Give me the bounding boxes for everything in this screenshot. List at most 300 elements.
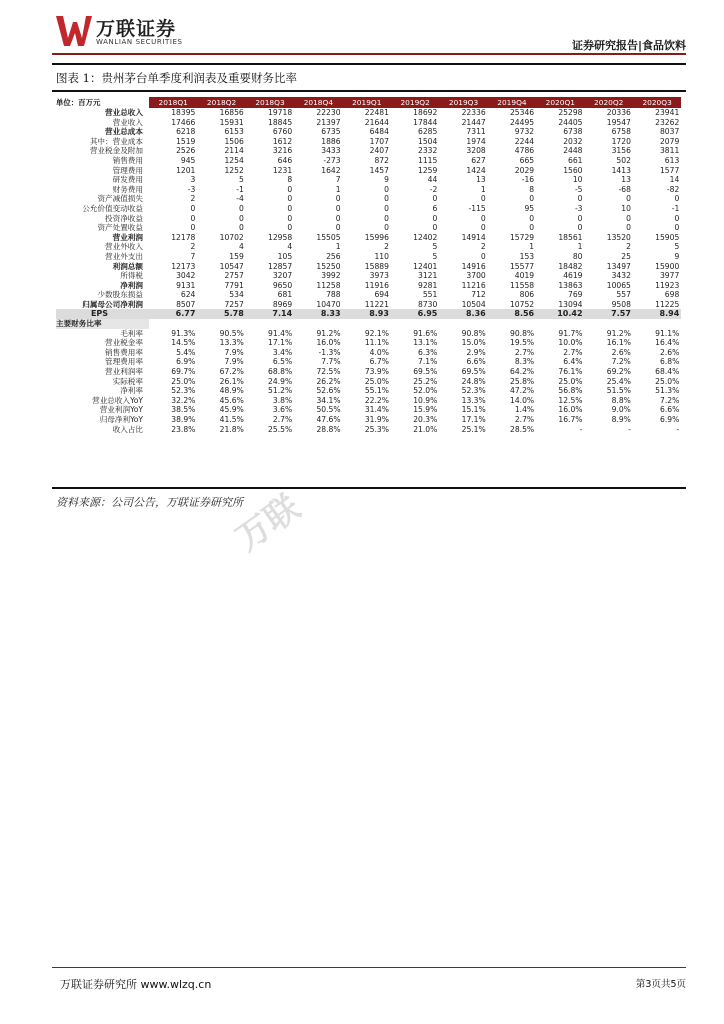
table-cell: 21.8% [219,424,244,434]
table-cell: 38.5% [171,405,196,415]
period-header: 2019Q2 [391,97,439,108]
table-cell: 91.4% [268,328,293,338]
table-cell: 1612 [272,136,293,146]
table-cell: 0 [480,251,486,261]
table-cell: 47.6% [316,415,341,424]
table-cell: 80 [572,251,583,261]
table-cell: 1577 [659,165,680,175]
table-cell: 21447 [461,117,486,127]
table-cell: 3811 [659,146,680,156]
table-row [56,214,681,224]
table-cell: 6760 [272,127,293,137]
row-label: 投资净收益 [105,213,143,223]
table-row [56,204,681,214]
table-cell: 18692 [413,108,438,117]
table-cell: 1886 [321,136,341,146]
table-cell: 25.5% [268,424,293,434]
table-cell: 1642 [321,165,341,175]
period-header: 2019Q4 [488,97,536,108]
table-cell: 15505 [316,232,341,242]
table-cell: 6.5% [272,357,293,367]
table-cell: 5 [238,175,244,185]
table-cell: 712 [471,290,486,300]
table-cell: 9.0% [611,405,631,415]
table-cell: 0 [335,203,341,213]
table-cell: 13520 [606,232,631,242]
table-cell: 5 [432,242,438,252]
table-cell: 6.95 [391,309,439,319]
table-cell: 1519 [176,136,196,146]
table-cell: 52.3% [171,386,196,396]
table-cell: 16.4% [655,338,680,348]
table-cell: 25 [621,251,631,261]
table-row [56,137,681,147]
row-label: 营业收入 [112,117,143,127]
table-cell: 0 [674,223,680,233]
table-row [56,252,681,262]
row-label: 营业税金及附加 [89,146,143,156]
table-cell [343,319,391,329]
table-cell: 15889 [364,261,389,271]
table-cell: 20336 [606,108,631,117]
table-cell: 872 [374,155,389,165]
table-row [56,425,681,435]
table-cell: 15905 [655,232,680,242]
table-cell: 69.5% [413,367,438,377]
table-cell: 1 [480,184,486,194]
table-cell: 256 [326,251,341,261]
table-cell: -115 [468,203,486,213]
row-label: 财务费用 [112,184,143,194]
table-cell: 15.0% [461,338,486,348]
table-cell: 2.7% [563,347,583,357]
table-cell: 14914 [461,232,486,242]
table-cell: 10 [621,203,631,213]
table-cell: -2 [429,184,438,194]
table-cell: 945 [180,155,196,165]
table-cell [633,319,681,329]
table-cell: 10.0% [558,338,583,348]
table-row [56,357,681,367]
table-cell: 19718 [268,108,293,117]
row-label: 研发费用 [112,175,143,185]
table-cell: 2.7% [514,347,535,357]
table-cell: 90.5% [219,328,244,338]
table-row [56,262,681,272]
table-cell: 31.9% [364,415,389,424]
table-cell: 90.8% [461,328,486,338]
table-cell: 2032 [563,136,583,146]
table-cell: 41.5% [219,415,244,424]
table-cell: 55.1% [364,386,389,396]
table-cell: 72.5% [316,367,341,377]
table-cell: 10504 [461,299,486,309]
table-cell: 1560 [563,165,583,175]
table-cell: 25.2% [413,376,438,386]
table-cell: 16.7% [558,415,583,424]
table-cell: 7.57 [585,309,633,319]
table-cell: 3 [190,175,196,185]
table-cell: 7 [190,251,196,261]
table-cell: 0 [287,223,293,233]
table-cell: 3207 [272,271,293,281]
table-cell: 1115 [418,155,438,165]
table-row [56,309,681,319]
table-cell: 73.9% [364,367,389,377]
row-label: 管理费用率 [105,357,143,367]
table-cell: 8.56 [488,309,536,319]
table-cell: 11923 [655,280,680,290]
header-divider [52,53,686,55]
table-cell: 6.6% [466,357,486,367]
table-cell: 110 [374,251,389,261]
table-cell: 18561 [558,232,583,242]
table-row [56,377,681,387]
table-cell: 21.0% [413,424,438,434]
table-cell: 10.42 [536,309,584,319]
table-cell [197,319,245,329]
table-cell: 3977 [659,271,680,281]
table-cell: 0 [577,223,583,233]
table-cell: 6.8% [660,357,680,367]
table-cell: 21397 [316,117,341,127]
period-header: 2019Q1 [343,97,391,108]
table-cell: 51.2% [268,386,293,396]
table-cell: 24.9% [268,376,293,386]
table-cell: 7.2% [611,357,631,367]
table-cell: 0 [432,213,438,223]
table-cell: 26.1% [219,376,244,386]
table-cell: 1231 [272,165,293,175]
table-cell: -4 [236,194,244,204]
table-cell [439,319,487,329]
table-cell: 1201 [176,165,196,175]
table-cell: 67.2% [219,367,244,377]
period-header: 2020Q3 [633,97,681,108]
table-cell: 19.5% [510,338,535,348]
table-cell: 6.6% [660,405,680,415]
table-cell: 25.8% [510,376,535,386]
table-cell: 8969 [272,299,293,309]
table-cell: 3.6% [272,405,293,415]
table-cell: 5.4% [176,347,196,357]
table-cell: -1.3% [318,347,341,357]
table-cell: 51.5% [606,386,631,396]
table-row [56,386,681,396]
table-cell: 13863 [558,280,583,290]
table-cell: 0 [626,223,631,233]
table-cell: 3.4% [272,347,293,357]
logo-english-name: WANLIAN SECURITIES [96,38,183,46]
table-cell: 25.1% [461,424,486,434]
table-cell: - [676,424,680,434]
table-row [56,127,681,137]
table-cell: 12401 [413,261,438,271]
table-cell: 3042 [176,271,196,281]
row-label: EPS [56,309,149,319]
period-header: 2020Q1 [536,97,584,108]
table-cell [294,319,342,329]
page-number: 第3页共5页 [635,979,686,990]
table-cell: 1424 [466,165,486,175]
table-cell: 13 [476,175,486,185]
table-cell: 0 [190,223,196,233]
table-cell: 10702 [219,232,244,242]
table-cell: 769 [568,290,583,300]
table-cell: 9 [674,251,680,261]
table-cell: 8 [529,184,535,194]
table-cell: 23.8% [171,424,196,434]
table-cell [149,319,197,329]
watermark: 万联 [228,487,308,560]
table-cell: 12958 [268,232,293,242]
table-cell: 90.8% [510,328,535,338]
table-cell: 8.36 [439,309,487,319]
table-cell: 25.3% [364,424,389,434]
table-cell: 661 [568,155,583,165]
table-cell: 2332 [418,146,438,156]
table-cell: -273 [323,155,341,165]
table-row [56,233,681,243]
table-cell [585,319,633,329]
table-row [56,415,681,425]
table-cell: 2 [190,194,196,204]
table-cell: 16856 [219,108,244,117]
table-cell: 10 [572,175,583,185]
row-label: 营业总成本 [105,127,143,137]
table-row [56,185,681,195]
table-cell: 502 [616,155,631,165]
table-row [56,242,681,252]
table-cell: 0 [287,184,293,194]
table-row [56,396,681,406]
table-cell: 48.9% [219,386,244,396]
table-cell: 2.7% [514,415,535,424]
table-cell: 9508 [611,299,631,309]
table-cell: 2757 [224,271,244,281]
table-cell: 47.2% [510,386,535,396]
row-label: 少数股东损益 [97,290,143,300]
table-cell: 69.2% [606,367,631,377]
table-cell: 1504 [418,136,438,146]
table-cell: 1254 [224,155,244,165]
table-cell: 698 [664,290,680,300]
table-cell: 24405 [558,117,583,127]
table-cell: 7.1% [418,357,438,367]
table-cell: 13094 [558,299,583,309]
table-cell: 0 [529,194,535,204]
table-cell: 1720 [611,136,631,146]
table-row [56,329,681,339]
table-cell: 52.6% [316,386,341,396]
row-label: 其中：营业成本 [89,136,143,146]
table-cell: 0 [384,194,389,204]
table-cell: 8.94 [633,309,681,319]
logo-chinese-name: 万联证券 [96,18,177,40]
table-cell: 3973 [369,271,389,281]
table-cell: 646 [277,155,293,165]
table-row [56,223,681,233]
table-cell: 56.8% [558,386,583,396]
table-cell: -1 [236,184,244,194]
table-cell: 2 [190,242,196,252]
table-cell: 52.0% [413,386,438,396]
table-cell: 7.14 [246,309,294,319]
table-cell: 0 [190,203,196,213]
table-cell: 2.6% [660,347,680,357]
table-cell: 17844 [413,117,438,127]
row-label: 利润总额 [112,261,143,271]
table-cell: 694 [374,290,389,300]
table-row [56,156,681,166]
table-cell: 25.0% [558,376,583,386]
table-cell: 25.0% [171,376,196,386]
table-cell: 6.4% [563,357,583,367]
figure-top-rule [52,63,686,65]
table-cell: 8.9% [611,415,631,424]
table-cell: 1707 [369,136,389,146]
table-cell: 6484 [369,127,389,137]
table-cell: 2407 [369,146,389,156]
table-cell: 551 [422,290,438,300]
table-row [56,367,681,377]
table-cell: - [628,424,631,434]
table-cell: 11916 [364,280,389,290]
table-cell: 0 [577,213,583,223]
table-cell: 557 [616,290,631,300]
table-cell: 2 [480,242,486,252]
table-cell: 0 [287,213,293,223]
table-row [56,300,681,310]
table-cell: 8.33 [294,309,342,319]
table-cell: 3700 [466,271,486,281]
table-cell: 7257 [224,299,244,309]
table-row [56,405,681,415]
table-cell: 17.1% [461,415,486,424]
table-cell: 15.9% [413,405,438,415]
table-cell: 3208 [466,146,486,156]
table-cell: 3121 [418,271,438,281]
table-row [56,118,681,128]
table-cell: 22481 [364,108,389,117]
table-cell: 76.1% [558,367,583,377]
row-label: 净利率 [120,386,143,396]
table-cell: 15931 [219,117,244,127]
table-cell: 7791 [224,280,244,290]
row-label: 实际税率 [112,376,143,386]
table-cell: 22230 [316,108,341,117]
table-cell: 6.9% [660,415,680,424]
table-cell: 0 [335,213,341,223]
table-cell: 64.2% [510,367,535,377]
table-cell: 17.1% [268,338,293,348]
table-cell: 10752 [509,299,535,309]
table-cell: 28.8% [316,424,341,434]
table-cell: 95 [524,203,535,213]
table-cell: 7.9% [224,347,244,357]
table-cell: 788 [326,290,341,300]
table-header-row [56,97,681,108]
table-cell: 16.0% [316,338,341,348]
table-cell: 21644 [364,117,389,127]
row-label: 营业外收入 [105,242,143,252]
table-row [56,290,681,300]
table-cell: 1 [577,242,583,252]
table-cell: 7.2% [660,395,680,405]
table-cell: 6218 [176,127,196,137]
table-cell: 5 [432,251,438,261]
table-cell: 91.2% [606,328,631,338]
table-cell: 0 [335,223,341,233]
table-cell: 9 [384,175,389,185]
table-cell: 15900 [655,261,680,271]
table-cell: 105 [277,251,293,261]
table-cell: 12857 [268,261,293,271]
table-cell: 7 [335,175,341,185]
row-label: 净利润 [120,280,143,290]
table-cell: 19547 [606,117,631,127]
table-cell: 10065 [606,280,631,290]
table-cell: 45.9% [219,405,244,415]
table-cell: 91.1% [655,328,680,338]
table-cell: 23941 [655,108,680,117]
table-cell: 0 [626,213,631,223]
table-cell: 3432 [611,271,631,281]
table-cell: 1 [529,242,535,252]
table-cell: 2079 [659,136,680,146]
table-cell: 68.8% [268,367,293,377]
table-cell: 12178 [171,232,196,242]
table-cell: 1.4% [514,405,535,415]
table-cell: 0 [384,213,389,223]
table-cell: - [579,424,583,434]
table-cell: 153 [519,251,535,261]
table-cell: 0 [577,194,583,204]
figure-title-rule [52,90,686,92]
table-cell: 52.3% [461,386,486,396]
period-header: 2019Q3 [439,97,487,108]
table-cell: 91.2% [316,328,341,338]
table-cell: 1252 [224,165,244,175]
row-label: 公允价值变动收益 [82,203,143,213]
table-cell: 6285 [418,127,438,137]
table-cell: -68 [618,184,631,194]
table-cell: 1974 [466,136,486,146]
table-cell: 12402 [413,232,438,242]
table-cell: 4619 [563,271,583,281]
table-cell: 12.5% [558,395,583,405]
table-cell: -82 [666,184,680,194]
table-cell: 15996 [364,232,389,242]
table-cell: 14916 [461,261,486,271]
table-cell: 69.5% [461,367,486,377]
table-cell: 159 [229,251,244,261]
table-cell: 0 [674,194,680,204]
table-cell: 51.3% [655,386,680,396]
table-cell: -3 [187,184,196,194]
table-cell: -16 [521,175,535,185]
table-cell: 25346 [509,108,535,117]
table-cell: 25.0% [364,376,389,386]
table-cell: 15250 [316,261,341,271]
table-cell: 4 [287,242,293,252]
table-cell: 0 [432,194,438,204]
table-cell: 20.3% [413,415,438,424]
table-row [56,348,681,358]
table-cell [488,319,536,329]
table-cell: 0 [529,213,535,223]
row-label: 收入占比 [112,424,143,434]
